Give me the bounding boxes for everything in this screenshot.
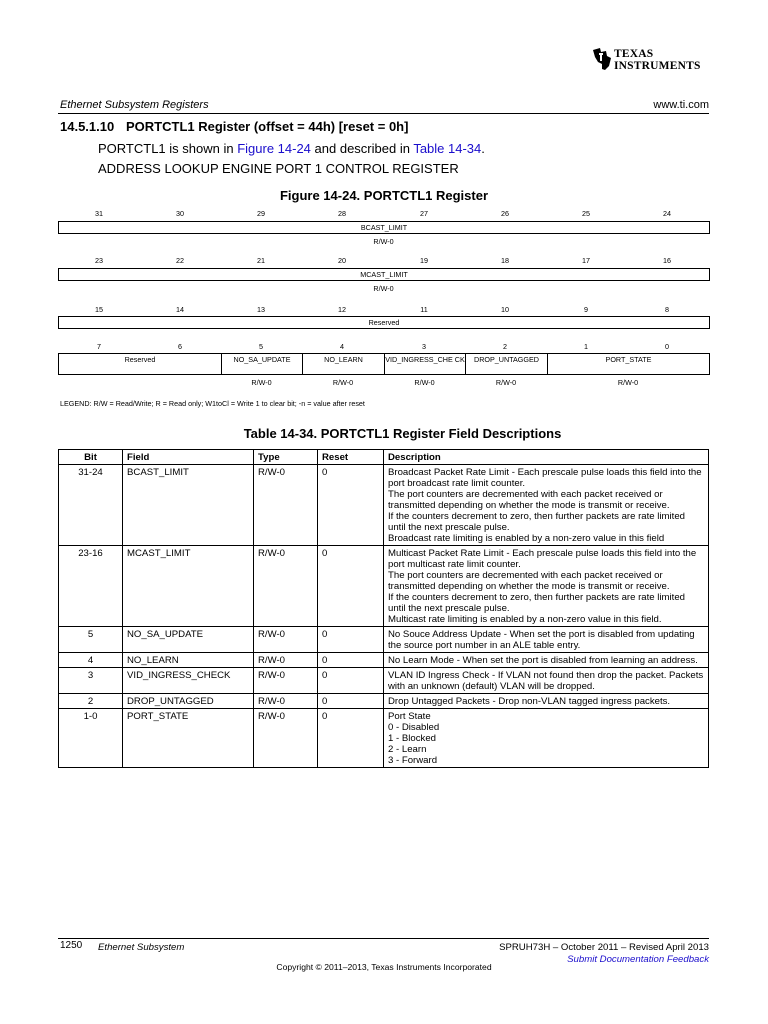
cell-bit: 31-24: [59, 465, 123, 546]
desc-line: Multicast rate limiting is enabled by a non-zero value in this field.: [388, 614, 662, 625]
bit-number: 0: [665, 342, 669, 351]
copyright: Copyright © 2011–2013, Texas Instruments Incorporated: [276, 962, 492, 972]
col-type: Type: [254, 450, 318, 465]
cell-field: PORT_STATE: [123, 709, 254, 768]
bit-numbers-row-4: [58, 342, 709, 352]
bit-number: 15: [95, 305, 103, 314]
bit-number: 1: [584, 342, 588, 351]
access-label: R/W-0: [617, 378, 639, 387]
footer-section: Ethernet Subsystem: [98, 942, 185, 953]
desc-line: If the counters decrement to zero, then further packets are rate limited until the next prescale pulse.: [388, 592, 686, 614]
desc-line: The port counters are decremented with each packet received or transmitted depending on whether the mode is transmit or receive.: [388, 489, 670, 511]
cell-bit: 5: [59, 627, 123, 653]
bit-number: 27: [420, 209, 428, 218]
figure-link[interactable]: Figure 14-24: [237, 141, 311, 156]
table-link[interactable]: Table 14-34: [413, 141, 482, 156]
desc-line: No Souce Address Update - When set the port is disabled from updating the source port number in an ALE table entry.: [388, 629, 695, 651]
footer-rule: [58, 938, 709, 939]
bit-number: 9: [584, 305, 588, 314]
cell-type: R/W-0: [254, 546, 318, 627]
desc-line: Broadcast rate limiting is enabled by a non-zero value in this field: [388, 533, 665, 544]
table-header-row: [59, 450, 709, 465]
bit-number: 23: [95, 256, 103, 265]
cell-reset: 0: [318, 694, 384, 709]
bit-number: 26: [501, 209, 509, 218]
cell-bit: 2: [59, 694, 123, 709]
field-name: BCAST_LIMIT: [360, 223, 408, 232]
section-heading: [60, 119, 408, 134]
header-rule: [58, 113, 709, 114]
access-row-2: [58, 284, 709, 294]
bit-number: 13: [257, 305, 265, 314]
field-name: DROP_UNTAGGED: [466, 354, 548, 374]
access-row-1: [58, 237, 709, 247]
cell-reset: 0: [318, 668, 384, 694]
cell-type: R/W-0: [254, 465, 318, 546]
register-field-bcast-limit: [58, 221, 710, 234]
bit-number: 7: [97, 342, 101, 351]
logo-line2: INSTRUMENTS: [614, 60, 701, 72]
field-name: MCAST_LIMIT: [360, 270, 408, 279]
access-label: R/W-0: [251, 378, 272, 387]
desc-line: The port counters are decremented with each packet received or transmitted depending on whether the mode is transmit or receive.: [388, 570, 670, 592]
col-reset: Reset: [318, 450, 384, 465]
document-id: SPRUH73H – October 2011 – Revised April 2013: [499, 942, 709, 953]
register-fields-low-byte: [58, 353, 710, 375]
bit-number: 31: [95, 209, 103, 218]
field-name: PORT_STATE: [605, 355, 652, 364]
bit-number: 19: [420, 256, 428, 265]
cell-description: [384, 709, 709, 768]
col-field: Field: [123, 450, 254, 465]
cell-description: [384, 668, 709, 694]
bit-number: 20: [338, 256, 346, 265]
desc-line: Multicast Packet Rate Limit - Each prescale pulse loads this field into the port multicast rate limit counter.: [388, 548, 697, 570]
field-name: Reserved: [59, 354, 222, 374]
cell-field: NO_LEARN: [123, 653, 254, 668]
cell-reset: 0: [318, 465, 384, 546]
field-name: VID_INGRESS_CHE CK: [385, 354, 466, 374]
feedback-link[interactable]: Submit Documentation Feedback: [567, 954, 709, 965]
cell-field: MCAST_LIMIT: [123, 546, 254, 627]
access-label: R/W-0: [373, 284, 394, 293]
table-row: [59, 465, 709, 546]
bit-number: 8: [665, 305, 669, 314]
bit-number: 12: [338, 305, 346, 314]
table-row: [59, 668, 709, 694]
cell-field: VID_INGRESS_CHECK: [123, 668, 254, 694]
table-row: [59, 653, 709, 668]
col-bit: Bit: [59, 450, 123, 465]
bit-number: 28: [338, 209, 346, 218]
desc-line: Drop Untagged Packets - Drop non-VLAN tagged ingress packets.: [388, 696, 671, 707]
desc-line: 2 - Learn: [388, 744, 427, 755]
bit-numbers-row-3: [58, 305, 709, 315]
cell-reset: 0: [318, 546, 384, 627]
bit-number: 14: [176, 305, 184, 314]
desc-line: 3 - Forward: [388, 755, 438, 766]
intro-text-1: PORTCTL1 is shown in: [98, 141, 238, 156]
section-title: PORTCTL1 Register (offset = 44h) [reset = 0h]: [126, 119, 409, 134]
access-label: R/W-0: [414, 378, 435, 387]
cell-type: R/W-0: [254, 627, 318, 653]
bit-numbers-row-1: [58, 209, 709, 219]
bit-number: 3: [422, 342, 426, 351]
col-description: Description: [384, 450, 709, 465]
logo-line1: TEXAS: [614, 48, 654, 60]
bit-number: 5: [259, 342, 263, 351]
figure-title: Figure 14-24. PORTCTL1 Register: [279, 188, 489, 203]
bit-number: 11: [420, 305, 428, 314]
cell-bit: 4: [59, 653, 123, 668]
bit-number: 10: [501, 305, 509, 314]
desc-line: Port State: [388, 711, 431, 722]
desc-line: VLAN ID Ingress Check - If VLAN not found then drop the packet. Packets with an unknown (default) VLAN will be dropped.: [388, 670, 704, 692]
bit-numbers-row-2: [58, 256, 709, 266]
desc-line: If the counters decrement to zero, then further packets are rate limited until the next prescale pulse.: [388, 511, 686, 533]
cell-description: [384, 546, 709, 627]
section-number: 14.5.1.10: [60, 119, 115, 134]
table-row: [59, 709, 709, 768]
ti-logo-text: [614, 48, 701, 72]
register-field-mcast-limit: [58, 268, 710, 281]
cell-type: R/W-0: [254, 709, 318, 768]
cell-field: BCAST_LIMIT: [123, 465, 254, 546]
cell-field: DROP_UNTAGGED: [123, 694, 254, 709]
cell-description: [384, 465, 709, 546]
bit-number: 24: [663, 209, 671, 218]
cell-bit: 1-0: [59, 709, 123, 768]
bit-number: 22: [176, 256, 184, 265]
cell-type: R/W-0: [254, 668, 318, 694]
cell-field: NO_SA_UPDATE: [123, 627, 254, 653]
cell-bit: 3: [59, 668, 123, 694]
bit-number: 16: [663, 256, 671, 265]
cell-reset: 0: [318, 709, 384, 768]
page-number: 1250: [60, 940, 83, 951]
bit-number: 25: [582, 209, 590, 218]
table-row: [59, 694, 709, 709]
figure-legend: LEGEND: R/W = Read/Write; R = Read only; W1toCl = Write 1 to clear bit; -n = value after reset: [60, 399, 365, 408]
desc-line: No Learn Mode - When set the port is disabled from learning an address.: [388, 655, 698, 666]
header-section: Ethernet Subsystem Registers: [60, 99, 209, 111]
access-label: R/W-0: [332, 378, 354, 387]
desc-line: 1 - Blocked: [388, 733, 436, 744]
access-row-4: [58, 378, 709, 388]
table-row: [59, 546, 709, 627]
desc-line: Broadcast Packet Rate Limit - Each prescale pulse loads this field into the port broadcast rate limit counter.: [388, 467, 702, 489]
cell-type: R/W-0: [254, 653, 318, 668]
intro-paragraph: [98, 141, 485, 156]
bit-number: 17: [582, 256, 590, 265]
desc-line: 0 - Disabled: [388, 722, 440, 733]
header-url[interactable]: www.ti.com: [653, 99, 709, 111]
register-field-reserved-high: [58, 316, 710, 329]
bit-number: 4: [340, 342, 344, 351]
bit-number: 30: [176, 209, 184, 218]
cell-description: [384, 694, 709, 709]
table-title: Table 14-34. PORTCTL1 Register Field Descriptions: [243, 426, 562, 441]
intro-text-2: and described in: [310, 141, 414, 156]
table-row: [59, 627, 709, 653]
cell-reset: 0: [318, 627, 384, 653]
bit-number: 2: [503, 342, 507, 351]
bit-number: 18: [501, 256, 509, 265]
intro-text-3: .: [481, 141, 485, 156]
access-label: R/W-0: [495, 378, 517, 387]
field-name: NO_LEARN: [303, 354, 385, 374]
cell-reset: 0: [318, 653, 384, 668]
access-label: R/W-0: [373, 237, 394, 246]
bit-number: 29: [257, 209, 265, 218]
field-descriptions-table: [58, 449, 709, 768]
bit-number: 6: [178, 342, 182, 351]
field-name: Reserved: [368, 318, 400, 327]
cell-description: [384, 653, 709, 668]
cell-type: R/W-0: [254, 694, 318, 709]
cell-description: [384, 627, 709, 653]
bit-number: 21: [257, 256, 265, 265]
field-name: NO_SA_UPDATE: [222, 354, 303, 374]
cell-bit: 23-16: [59, 546, 123, 627]
register-long-name: ADDRESS LOOKUP ENGINE PORT 1 CONTROL REGISTER: [98, 161, 459, 176]
